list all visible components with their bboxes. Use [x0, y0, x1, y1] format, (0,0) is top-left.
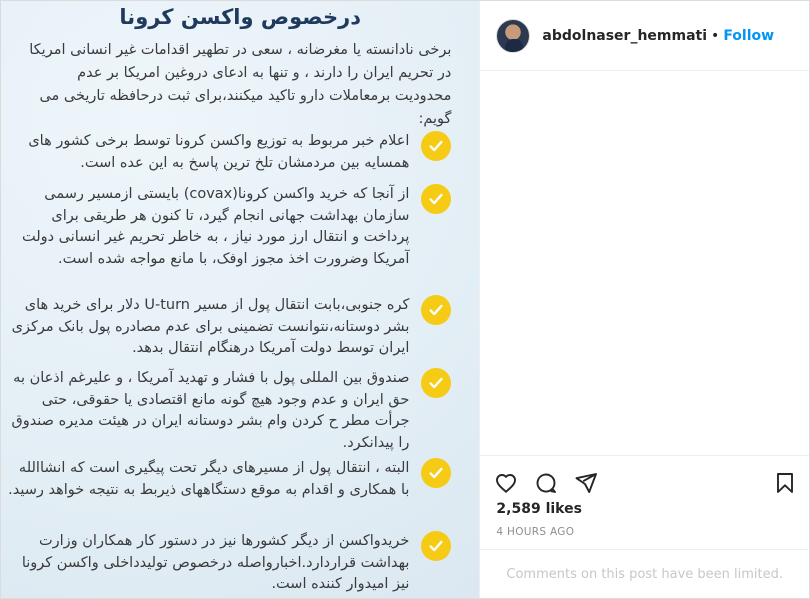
image-point-6 [6, 531, 451, 596]
image-intro-text: برخی نادانسته یا مغرضانه ، سعی در تطهیر اقدامات غیر انسانی امریکا در تحریم ایران را دارند ، و تنها به ادعای دروغین امریکا بر عدم محدودیت برمعاملات دارو تاکید میکنند،برای ثبت درحافظه تاریخی می گویم: [29, 42, 452, 127]
comments-footer [480, 549, 809, 598]
point-text: از آنجا که خرید واکسن کرونا(covax) بایستی ازمسیر رسمی سازمان بهداشت جهانی انجام گیرد، تا کنون هر طریقی برای پرداخت و انتقال ارز مورد نیاز ، به خاطر تحریم غیر انسانی دولت آمریکا وضرورت اخذ مجوز اوفک، با مانع مواجه شده است. [21, 186, 410, 267]
point-text: خریدواکسن از دیگر کشورها نیز در دستور کار همکاران وزارت بهداشت قراردارد.اخبارواصله درخصوص تولیدداخلی واکسن کرونا نیز امیدوار کننده است. [21, 533, 410, 592]
username-link[interactable]: abdolnaser_hemmati [542, 27, 708, 44]
comments-limited-notice: Comments on this post have been limited. [506, 566, 784, 582]
point-text: صندوق بین المللی پول با فشار و تهدید آمریکا ، و علیرغم اذعان به حق ایران و عدم وجود هیچ گونه مانع اقتصادی یا حقوقی، حتی جرأت مطر ح کردن وام بشر دوستانه ایران در هیئت مدیره صندوق را پیدانکرد. [11, 370, 410, 451]
point-text: البته ، انتقال پول از مسیرهای دیگر تحت پیگیری است که انشاالله با همکاری و اقدام به موقع دستگاههای ذیربط به نتیجه خواهد رسید. [8, 460, 410, 498]
image-point-5 [6, 458, 451, 501]
post-image[interactable] [1, 1, 479, 598]
checkmark-icon [421, 184, 451, 214]
checkmark-icon [421, 131, 451, 161]
checkmark-icon [421, 531, 451, 561]
action-bar [480, 455, 809, 499]
image-title: درخصوص واکسن کرونا [119, 5, 361, 29]
post-sidebar [479, 1, 809, 598]
separator-dot: • [711, 27, 720, 44]
comment-icon[interactable] [534, 471, 558, 495]
image-point-2 [6, 184, 451, 270]
image-point-3 [6, 295, 451, 360]
comments-area [480, 71, 809, 455]
point-text: اعلام خبر مربوط به توزیع واکسن کرونا توسط برخی کشور های همسایه بین مردمشان تلخ ترین پاسخ به این عده است. [28, 133, 410, 171]
post-timestamp[interactable]: 4 HOURS AGO [496, 526, 575, 538]
post-header [480, 1, 809, 71]
image-point-4 [6, 368, 451, 454]
avatar[interactable] [496, 19, 530, 53]
follow-button[interactable]: Follow [723, 27, 775, 44]
heart-icon[interactable] [494, 471, 518, 495]
image-point-1 [6, 131, 451, 174]
checkmark-icon [421, 368, 451, 398]
likes-count[interactable]: 2,589 likes [496, 501, 582, 517]
checkmark-icon [421, 458, 451, 488]
bookmark-icon[interactable] [773, 471, 797, 495]
point-text: کره جنوبی،بابت انتقال پول از مسیر U-turn دلار برای خرید های بشر دوستانه،نتوانست تضمینی برای عدم مصادره پول بانک مرکزی ایران توسط دولت آمریکا درهنگام انتقال بدهد. [11, 297, 410, 356]
share-icon[interactable] [574, 471, 598, 495]
checkmark-icon [421, 295, 451, 325]
